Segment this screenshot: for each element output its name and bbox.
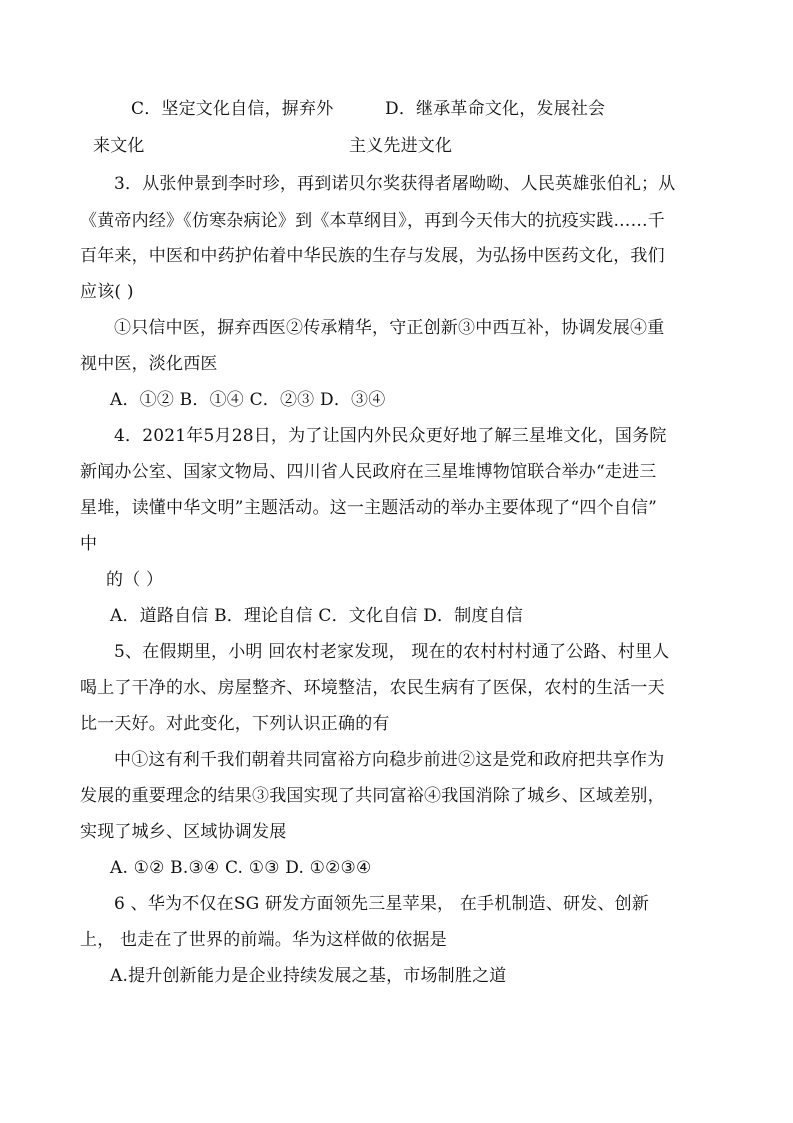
q4-options: A．道路自信 B．理论自信 C．文化自信 D．制度自信: [110, 606, 524, 626]
q3-stem-line: 《黄帝内经》《仿寒杂病论》到《本草纲目》，再到今天伟大的抗疫实践……千: [80, 211, 665, 231]
q2-option-c-line1: C．坚定文化自信，摒弃外: [131, 99, 334, 119]
q3-stem-line: 应该( ): [80, 282, 134, 302]
q5-stem-line: 比一天好。对此变化，下列认识正确的有: [80, 714, 390, 734]
q3-stem-line: 百年来，中医和中药护佑着中华民族的生存与发展，为弘扬中医药文化，我们: [80, 246, 665, 266]
q3-stem-line: 3．从张仲景到李时珍，再到诺贝尔奖获得者屠呦呦、人民英雄张伯礼；从: [114, 174, 676, 194]
q6-stem-line: 上， 也走在了世界的前端。华为这样做的依据是: [80, 930, 447, 950]
q2-option-d-line2: 主义先进文化: [349, 136, 453, 156]
q4-stem-line: 中: [80, 534, 98, 554]
q5-stem-line: 喝上了干净的水、房屋整齐、环境整洁，农民生病有了医保，农村的生活一天: [80, 678, 665, 698]
q5-stem-line: 5、在假期里，小明 回农村老家发现， 现在的农村村村通了公路、村里人: [114, 642, 670, 662]
q3-options: A．①② B．①④ C．②③ D．③④: [110, 390, 386, 410]
q2-option-c-line2: 来文化: [93, 136, 145, 156]
q3-item-line: ①只信中医，摒弃西医②传承精华，守正创新③中西互补，协调发展④重: [114, 318, 665, 338]
q5-item-line: 实现了城乡、区域协调发展: [80, 822, 287, 842]
q5-options: A. ①② B.③④ C. ①③ D. ①②③④: [110, 858, 372, 878]
q4-stem-line: 星堆，读懂中华文明”主题活动。这一主题活动的举办主要体现了“四个自信”: [80, 498, 658, 518]
q3-item-line: 视中医，淡化西医: [80, 354, 218, 374]
q2-option-d-line1: D．继承革命文化，发展社会: [385, 99, 606, 119]
q5-item-line: 发展的重要理念的结果③我国实现了共同富裕④我国消除了城乡、区域差别，: [80, 786, 665, 806]
q5-item-line: 中①这有利千我们朝着共同富裕方向稳步前进②这是党和政府把共享作为: [114, 750, 665, 770]
q4-stem-line: 4．2021年5月28日，为了让国内外民众更好地了解三星堆文化，国务院: [114, 426, 667, 446]
q6-stem-line: 6 、华为不仅在SG 研发方面领先三星苹果， 在手机制造、研发、创新: [114, 894, 650, 914]
q4-stem-line: 的（ ）: [106, 570, 164, 590]
q6-option-a: A.提升创新能力是企业持续发展之基，市场制胜之道: [110, 966, 507, 986]
q4-stem-line: 新闻办公室、国家文物局、四川省人民政府在三星堆博物馆联合举办“走进三: [80, 462, 657, 482]
